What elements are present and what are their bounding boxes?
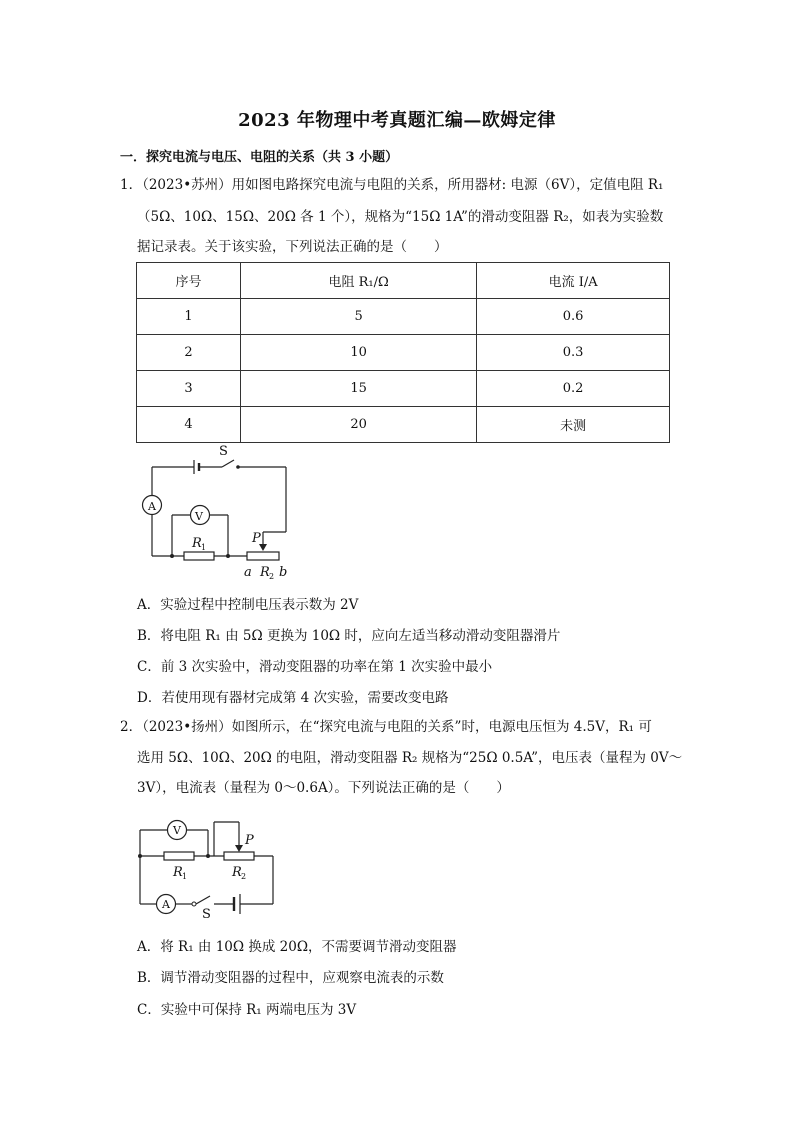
table-header-cell: 序号 xyxy=(137,263,241,299)
switch-blade xyxy=(196,896,210,904)
q1-option-a[interactable]: A．实验过程中控制电压表示数为 2V xyxy=(137,597,359,613)
q2-option-a[interactable]: A．将 R₁ 由 10Ω 换成 20Ω，不需要调节滑动变阻器 xyxy=(137,939,457,955)
voltmeter-label: V xyxy=(195,510,203,523)
q2-option-c[interactable]: C．实验中可保持 R₁ 两端电压为 3V xyxy=(137,1002,357,1018)
rheostat-r2 xyxy=(224,852,254,860)
resistor-r1 xyxy=(164,852,194,860)
switch-label: S xyxy=(202,907,211,920)
table-cell: 15 xyxy=(241,371,477,407)
table-cell: 0.3 xyxy=(477,335,670,371)
q1-option-b[interactable]: B．将电阻 R₁ 由 5Ω 更换为 10Ω 时，应向左适当移动滑动变阻器滑片 xyxy=(137,628,561,644)
q2-circuit-diagram xyxy=(130,808,280,920)
q2-text-line-2: 选用 5Ω、10Ω、20Ω 的电阻，滑动变阻器 R₂ 规格为“25Ω 0.5A”，电压表（量程为 0V～ xyxy=(137,750,683,766)
q2-text-line-3: 3V），电流表（量程为 0～0.6A）。下列说法正确的是（ ） xyxy=(137,780,510,796)
ammeter-label: A xyxy=(148,500,156,513)
switch-blade xyxy=(222,460,234,467)
q2-text-line-1: 2．（2023•扬州）如图所示，在“探究电流与电阻的关系”时，电源电压恒为 4.5V，R₁ 可 xyxy=(120,719,652,735)
table-cell: 1 xyxy=(137,299,241,335)
table-row xyxy=(137,371,670,407)
q1-option-d[interactable]: D．若使用现有器材完成第 4 次实验，需要改变电路 xyxy=(137,690,449,706)
table-cell: 2 xyxy=(137,335,241,371)
table-row xyxy=(137,407,670,443)
q1-data-table xyxy=(136,262,670,443)
r2-label: R xyxy=(232,865,242,880)
table-cell: 4 xyxy=(137,407,241,443)
voltmeter-label: V xyxy=(173,824,181,837)
end-a-label: a xyxy=(244,565,252,580)
table-cell: 5 xyxy=(241,299,477,335)
section-heading: 一．探究电流与电压、电阻的关系（共 3 小题） xyxy=(120,150,399,165)
q1-text-line-1: 1．（2023•苏州）用如图电路探究电流与电阻的关系，所用器材: 电源（6V），定值电阻 R₁ xyxy=(120,177,664,193)
table-header-row xyxy=(137,263,670,299)
r1-subscript: 1 xyxy=(182,872,188,881)
q1-text-line-3: 据记录表。关于该实验，下列说法正确的是（ ） xyxy=(137,239,448,255)
q1-circuit-diagram xyxy=(130,440,300,582)
r2-subscript: 2 xyxy=(269,572,275,581)
table-header-cell: 电阻 R₁/Ω xyxy=(241,263,477,299)
r1-subscript: 1 xyxy=(201,543,207,552)
table-cell: 0.6 xyxy=(477,299,670,335)
r2-subscript: 2 xyxy=(241,872,247,881)
q1-option-c[interactable]: C．前 3 次实验中，滑动变阻器的功率在第 1 次实验中最小 xyxy=(137,659,493,675)
switch-label: S xyxy=(219,444,228,459)
ammeter-label: A xyxy=(162,898,170,911)
table-cell: 10 xyxy=(241,335,477,371)
table-cell: 0.2 xyxy=(477,371,670,407)
end-b-label: b xyxy=(279,565,288,580)
slider-p-label: P xyxy=(252,531,261,546)
table-header-cell: 电流 I/A xyxy=(477,263,670,299)
r2-label: R xyxy=(260,565,270,580)
table-cell: 3 xyxy=(137,371,241,407)
r1-label: R xyxy=(173,865,183,880)
slider-p-label: P xyxy=(245,833,254,848)
resistor-r1 xyxy=(184,552,214,560)
rheostat-r2 xyxy=(247,552,279,560)
q2-option-b[interactable]: B．调节滑动变阻器的过程中，应观察电流表的示数 xyxy=(137,970,444,986)
table-cell: 未测 xyxy=(477,407,670,443)
q1-text-line-2: （5Ω、10Ω、15Ω、20Ω 各 1 个），规格为“15Ω 1A”的滑动变阻器 R₂，如表为实验数 xyxy=(137,209,664,225)
slider-arrow-icon xyxy=(235,845,243,852)
r1-label: R xyxy=(192,536,202,551)
table-cell: 20 xyxy=(241,407,477,443)
page-title: 2023 年物理中考真题汇编—欧姆定律 xyxy=(238,110,556,131)
table-row xyxy=(137,335,670,371)
table-row xyxy=(137,299,670,335)
